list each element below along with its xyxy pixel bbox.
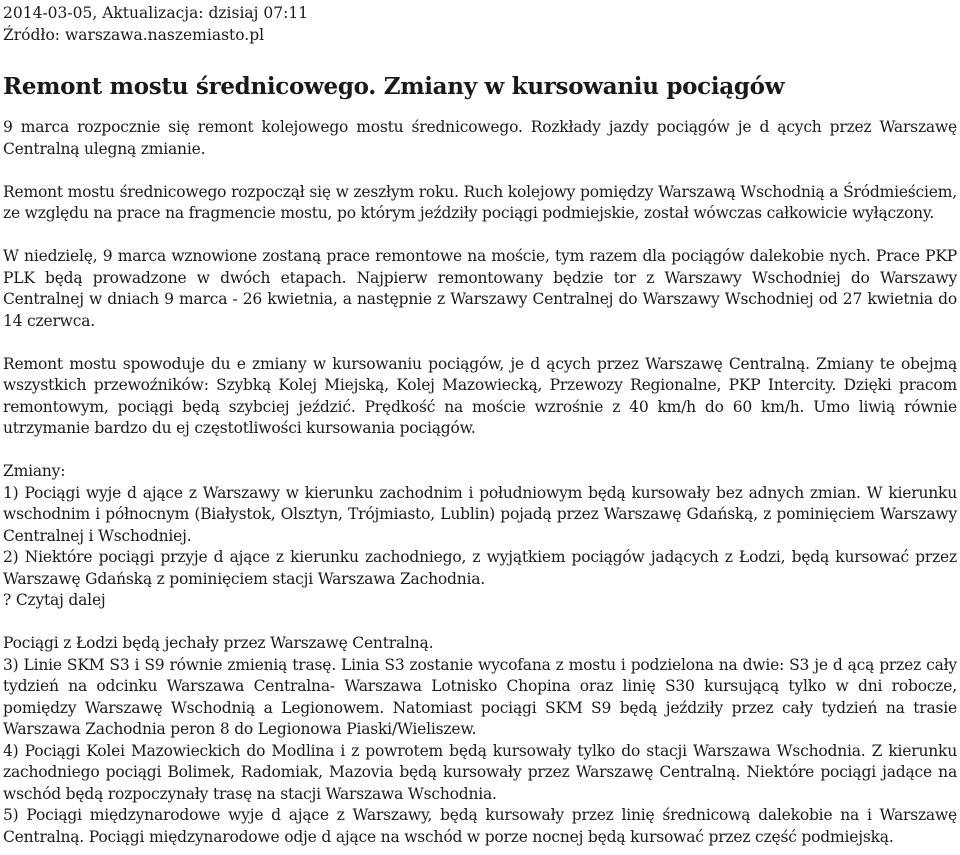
article-title: Remont mostu średnicowego. Zmiany w kursowaniu pociągów: [3, 73, 785, 100]
change-item-4: 4) Pociągi Kolei Mazowieckich do Modlina i z powrotem będą kursowały tylko do stacji Warszawa Wschodnia. Z kierunku zachodniego pociągi Bolimek, Radomiak, Mazovia będą kursowały przez Warszawę Centralną. Niektóre pociągi jadące na wschód będą rozpoczynały trasę na stacji Warszawa Wschodnia.: [3, 741, 957, 803]
paragraph-4: Remont mostu spowoduje du e zmiany w kursowaniu pociągów, je d ących przez Warszawę Centralną. Zmiany te obejmą wszystkich przewoźników: Szybką Kolej Miejską, Kolej Mazowiecką, Przewozy Regionalne, PKP Intercity. Dzięki pracom remontowym, pociągi będą szybciej jeździć. Prędkość na moście wzrośnie z 40 km/h do 60 km/h. Umo liwią równie utrzymanie bardzo du ej częstotliwości kursowania pociągów.: [3, 354, 957, 437]
date-line: 2014-03-05, Aktualizacja: dzisiaj 07:11: [3, 4, 309, 22]
read-more-link[interactable]: ? Czytaj dalej: [3, 591, 106, 609]
paragraph-intro: 9 marca rozpocznie się remont kolejowego mostu średnicowego. Rozkłady jazdy pociągów je d ących przez Warszawę Centralną ulegną zmianie.: [3, 118, 957, 158]
paragraph-3: W niedzielę, 9 marca wznowione zostaną prace remontowe na moście, tym razem dla pociągów dalekobie nych. Prace PKP PLK będą prowadzone w dwóch etapach. Najpierw remontowany będzie tor z Warszawy Wschodniej do Warszawy Centralnej w dniach 9 marca - 26 kwietnia, a następnie z Warszawy Centralnej do Warszawy Wschodniej od 27 kwietnia do 14 czerwca.: [3, 247, 957, 330]
article-meta: [3, 2, 957, 46]
changes-label: Zmiany:: [3, 462, 66, 480]
change-item-1: 1) Pociągi wyje d ające z Warszawy w kierunku zachodnim i południowym będą kursowały bez adnych zmian. W kierunku wschodnim i północnym (Białystok, Olsztyn, Trójmiasto, Lublin) pojadą przez Warszawę Gdańską, z pominięciem Warszawy Centralnej i Wschodniej.: [3, 483, 957, 545]
change-item-3: 3) Linie SKM S3 i S9 równie zmienią trasę. Linia S3 zostanie wycofana z mostu i podzielona na dwie: S3 je d ącą przez cały tydzień na odcinku Warszawa Centralna- Warszawa Lotnisko Chopina oraz linię S30 kursującą tylko w dni robocze, pomiędzy Warszawę Wschodnią a Legionowem. Natomiast pociągi SKM S9 będą jeździły przez cały tydzień na trasie Warszawa Zachodnia peron 8 do Legionowa Piaski/Wieliszew.: [3, 655, 957, 738]
change-item-2: 2) Niektóre pociągi przyje d ające z kierunku zachodniego, z wyjątkiem pociągów jadących z Łodzi, będą kursować przez Warszawę Gdańską z pominięciem stacji Warszawa Zachodnia.: [3, 548, 957, 588]
article-page: [3, 0, 957, 848]
change-item-5: 5) Pociągi międzynarodowe wyje d ające z Warszawy, będą kursowały przez linię średnicową dalekobie na i Warszawę Centralną. Pociągi międzynarodowe odje d ające na wschód w porze nocnej będą kursować przez część podmiejską.: [3, 806, 957, 846]
paragraph-2: Remont mostu średnicowego rozpoczął się w zeszłym roku. Ruch kolejowy pomiędzy Warszawą Wschodnią a Śródmieściem, ze względu na prace na fragmencie mostu, po którym jeździły pociągi podmiejskie, został wówczas całkowicie wyłączony.: [3, 182, 957, 222]
lodz-line: Pociągi z Łodzi będą jechały przez Warszawę Centralną.: [3, 634, 434, 652]
source-line: Źródło: warszawa.naszemiasto.pl: [3, 26, 265, 44]
